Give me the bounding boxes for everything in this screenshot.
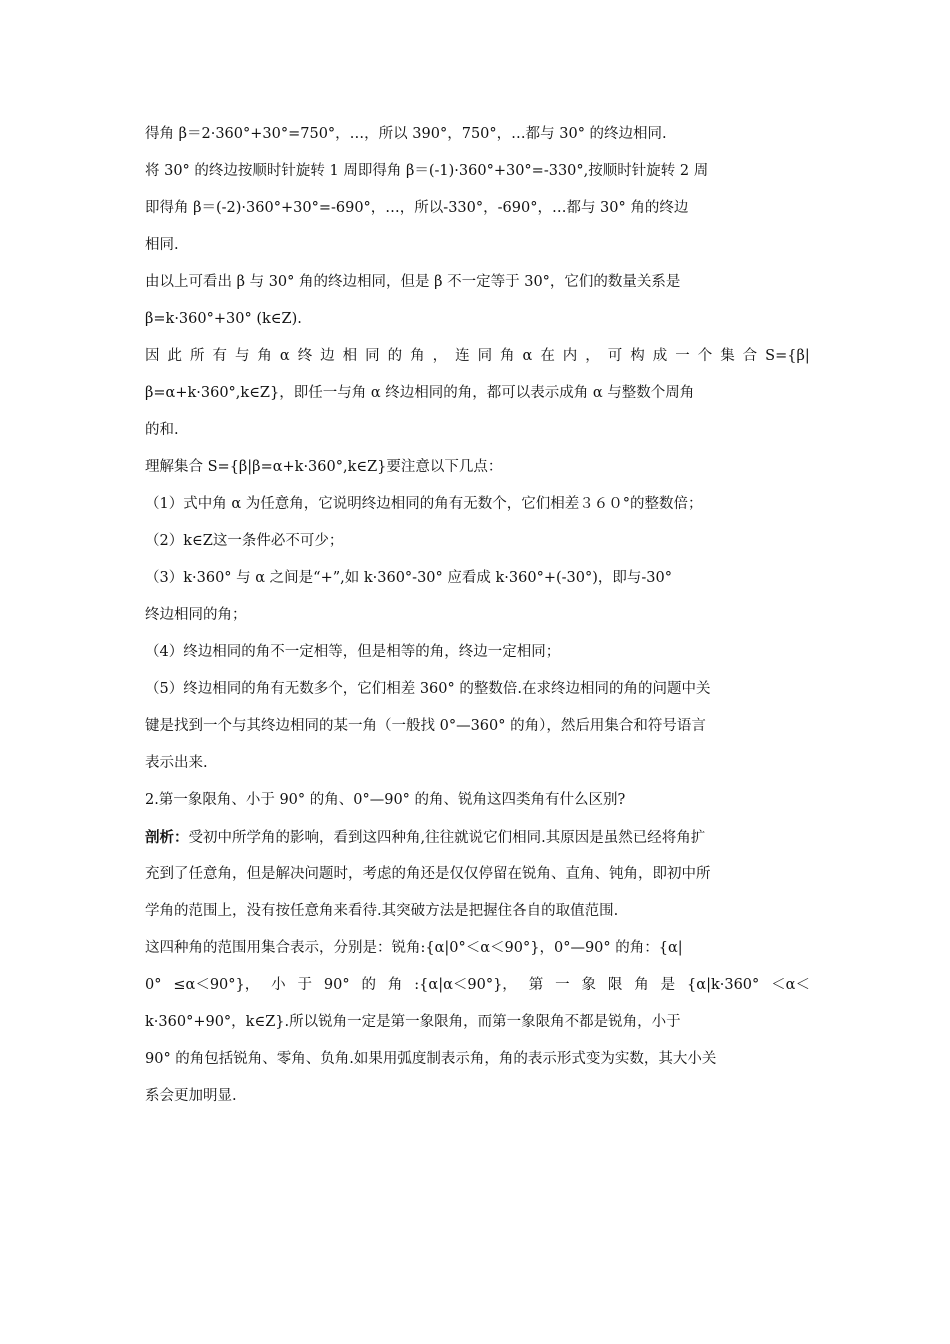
text-line: [145, 560, 810, 597]
text-word: 所: [189, 348, 205, 364]
text-line: [145, 893, 810, 930]
line-text: （2）k∈Z这一条件必不可少；: [145, 533, 344, 549]
line-text: β=k·360°+30° (k∈Z).: [145, 311, 302, 327]
text-word: 与: [234, 348, 250, 364]
text-line: [145, 819, 810, 856]
text-word: 是: [660, 977, 676, 993]
text-line: [145, 708, 810, 745]
text-word: 可: [607, 348, 623, 364]
text-line: [145, 486, 810, 523]
text-word: 0°: [145, 977, 162, 993]
text-word: :{α|α＜90°}，: [414, 977, 517, 993]
text-word: 同: [477, 348, 493, 364]
text-word: 90°: [323, 977, 350, 993]
line-text: 表示出来.: [145, 755, 208, 771]
text-line: [145, 597, 810, 634]
text-line: [145, 1004, 810, 1041]
text-line: [145, 1041, 810, 1078]
text-word: ，: [432, 348, 448, 364]
text-word: 终: [297, 348, 313, 364]
line-text: （1）式中角 α 为任意角，它说明终边相同的角有无数个，它们相差３６０°的整数倍；: [145, 496, 703, 512]
text-word: 有: [212, 348, 227, 364]
text-line: [145, 116, 810, 153]
text-word: ≤α＜90°}，: [173, 977, 260, 993]
line-text: 即得角 β＝(-2)·360°+30°=-690°，…，所以-330°，-690°，…都与 30° 角的终边: [145, 200, 689, 216]
line-text: （5）终边相同的角有无数多个，它们相差 360° 的整数倍.在求终边相同的角的问题中关: [145, 681, 711, 697]
text-word: 的: [387, 348, 403, 364]
line-text: 的和.: [145, 422, 179, 438]
text-word: 相: [342, 348, 358, 364]
text-line: [145, 264, 810, 301]
text-line: [145, 153, 810, 190]
text-line: [145, 338, 810, 375]
line-text: 这四种角的范围用集合表示，分别是：锐角:{α|0°＜α＜90°}，0°—90° 的角：{α|: [145, 940, 683, 956]
text-line: [145, 449, 810, 486]
text-word: 一: [675, 348, 690, 364]
text-word: 角: [500, 348, 515, 364]
text-line: [145, 634, 810, 671]
text-line: [145, 671, 810, 708]
text-line: [145, 856, 810, 893]
text-word: 于: [297, 977, 313, 993]
line-text: 2.第一象限角、小于 90° 的角、0°—90° 的角、锐角这四类角有什么区别?: [145, 792, 626, 808]
text-line: [145, 745, 810, 782]
text-word: 小: [271, 977, 286, 993]
text-word: 内: [562, 348, 578, 364]
text-word: α: [279, 348, 290, 364]
text-word: 角: [257, 348, 272, 364]
text-word: ＜α＜: [771, 977, 810, 993]
text-line: [145, 227, 810, 264]
line-text: 系会更加明显.: [145, 1088, 237, 1104]
text-word: ，: [585, 348, 600, 364]
text-word: 因: [145, 348, 160, 364]
text-word: {α|k·360°: [687, 977, 760, 993]
line-text: 得角 β＝2·360°+30°=750°，…，所以 390°，750°，…都与 30° 的终边相同.: [145, 126, 667, 142]
text-word: 成: [652, 348, 668, 364]
text-line: [145, 523, 810, 560]
text-line: [145, 930, 810, 967]
line-text: 键是找到一个与其终边相同的某一角（一般找 0°—360° 的角），然后用集合和符号语言: [145, 718, 706, 734]
document-body: [145, 116, 810, 1115]
text-word: 边: [320, 348, 335, 364]
line-text: 充到了任意角，但是解决问题时，考虑的角还是仅仅停留在锐角、直角、钝角，即初中所: [145, 866, 711, 882]
line-text: 理解集合 S={β|β=α+k·360°,k∈Z}要注意以下几点：: [145, 459, 503, 475]
text-word: 连: [455, 348, 470, 364]
text-line: [145, 1078, 810, 1115]
text-word: 合: [742, 348, 758, 364]
text-word: 角: [387, 977, 403, 993]
text-word: S={β|: [765, 348, 810, 364]
text-line: [145, 782, 810, 819]
bold-label: 剖析：: [145, 829, 189, 846]
text-word: α: [522, 348, 533, 364]
text-line: [145, 190, 810, 227]
text-line: [145, 375, 810, 412]
text-word: 构: [630, 348, 645, 364]
text-line: [145, 967, 810, 1004]
line-text: 由以上可看出 β 与 30° 角的终边相同，但是 β 不一定等于 30°，它们的数量关系是: [145, 274, 681, 290]
line-text: （4）终边相同的角不一定相等，但是相等的角，终边一定相同；: [145, 644, 561, 660]
text-word: 个: [697, 348, 713, 364]
text-word: 象: [581, 977, 596, 993]
text-word: 限: [607, 977, 623, 993]
text-word: 在: [540, 348, 555, 364]
line-text: 受初中所学角的影响，看到这四种角,往往就说它们相同.其原因是虽然已经将角扩: [188, 830, 706, 846]
line-text: （3）k·360° 与 α 之间是“+”,如 k·360°-30° 应看成 k·360°+(-30°)，即与-30°: [145, 570, 672, 586]
line-text: 学角的范围上，没有按任意角来看待.其突破方法是把握住各自的取值范围.: [145, 903, 619, 919]
text-word: 一: [555, 977, 570, 993]
text-line: [145, 301, 810, 338]
text-word: 的: [361, 977, 377, 993]
text-line: [145, 412, 810, 449]
line-text: β=α+k·360°,k∈Z}，即任一与角 α 终边相同的角，都可以表示成角 α 与整数个周角: [145, 385, 695, 401]
text-word: 同: [365, 348, 380, 364]
text-word: 角: [634, 977, 649, 993]
text-word: 第: [528, 977, 544, 993]
line-text: 相同.: [145, 237, 179, 253]
text-word: 角: [410, 348, 425, 364]
line-text: 90° 的角包括锐角、零角、负角.如果用弧度制表示角，角的表示形式变为实数，其大小关: [145, 1051, 717, 1067]
text-word: 此: [167, 348, 182, 364]
line-text: k·360°+90°，k∈Z}.所以锐角一定是第一象限角，而第一象限角不都是锐角，小于: [145, 1014, 681, 1030]
text-word: 集: [720, 348, 735, 364]
line-text: 终边相同的角；: [145, 607, 247, 623]
line-text: 将 30° 的终边按顺时针旋转 1 周即得角 β＝(-1)·360°+30°=-330°,按顺时针旋转 2 周: [145, 163, 709, 179]
